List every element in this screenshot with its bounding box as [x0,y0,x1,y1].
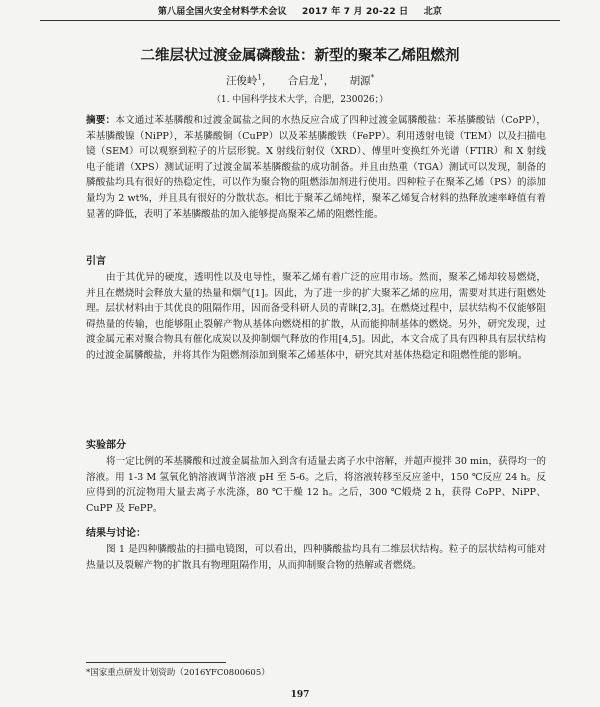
experimental-section [86,454,546,516]
experimental-heading: 实验部分 [86,440,126,451]
intro-paragraph: 由于其优异的硬度，透明性以及电导性，聚苯乙烯有着广泛的应用市场。然而，聚苯乙烯却较易燃烧，并且在燃烧时会释放大量的热量和烟气[1]。因此，为了进一步的扩大聚苯乙烯的应用，需要对其进行阻燃处理。层状材料由于其优良的阻隔作用，因而备受科研人员的青睐[2,3]。在燃烧过程中，层状结构不仅能够阻碍热量的传输，也能够阻止裂解产物从基体向燃烧相的扩散，从而能抑制基体的燃烧。另外，研究发现，过渡金属元素对聚合物具有催化成炭以及抑制烟气释放的作用[4,5]。因此，本文合成了具有四种具有层状结构的过渡金属膦酸盐，并将其作为阻燃剂添加到聚苯乙烯基体中，研究其对基体热稳定和阻燃性能的影响。 [86,272,546,361]
intro-heading: 引言 [86,256,106,267]
affiliation: （1. 中国科学技术大学，合肥，230026；） [211,95,389,105]
conference-date: 2017 年 7 月 20-22 日 [302,7,409,17]
author-list [40,73,560,88]
author: 汪俊岭$^1$， [225,73,273,87]
experimental-paragraph: 将一定比例的苯基膦酸和过渡金属盐加入到含有适量去离子水中溶解，并超声搅拌 30 min，获得均一的溶液。用 1-3 M 氢氧化钠溶液调节溶液 pH 至 5-6。之后，将溶液转移至反应釜中，150 ℃反应 24 h。反应得到的沉淀物用大量去离子水洗涤，80 ℃干燥 12 h。之后，300 ℃煅烧 2 h，获得 CoPP、NiPP、CuPP 及 FePP。 [86,456,546,514]
results-heading: 结果与讨论： [86,528,146,539]
running-header [40,4,560,21]
paper-title: 二维层状过渡金属磷酸盐：新型的聚苯乙烯阻燃剂 [140,48,460,64]
abstract-label: 摘要： [86,115,116,126]
conference-name: 第八届全国火安全材料学术会议 [157,7,287,17]
abstract [86,113,546,222]
author: 胡源* [349,73,375,87]
page-number: 197 [290,690,310,700]
intro-section [86,270,546,364]
results-paragraph: 图 1 是四种膦酸盐的扫描电镜图，可以看出，四种膦酸盐均具有二维层状结构。粒子的层状结构可能对热量以及裂解产物的扩散具有物理阻隔作用，从而抑制聚合物的热解或者燃烧。 [86,544,546,571]
author: 合启龙$^1$， [287,73,335,87]
funding-footnote: *国家重点研发计划资助（2016YFC0800605） [86,668,270,678]
results-section [86,542,546,573]
conference-place: 北京 [423,7,443,17]
footnote-divider [86,662,226,663]
abstract-text: 本文通过苯基膦酸和过渡金属盐之间的水热反应合成了四种过渡金属膦酸盐：苯基膦酸钴（CoPP），苯基膦酸镍（NiPP），苯基膦酸铜（CuPP）以及苯基膦酸铁（FePP）。利用透射电镜（TEM）以及扫描电镜（SEM）可以观察到粒子的片层形貌。X 射线衍射仪（XRD）、傅里叶变换红外光谱（FTIR）和 X 射线电子能谱（XPS）测试证明了过渡金属苯基膦酸盐的成功制备。并且由热重（TGA）测试可以发现，制备的膦酸盐均具有很好的热稳定性，可以作为聚合物的阻燃添加剂进行使用。四种粒子在聚苯乙烯（PS）的添加量均为 2 wt%，并且具有很好的分散状态。相比于聚苯乙烯纯样，聚苯乙烯复合材料的热释放速率峰值有着显著的降低，表明了苯基膦酸盐的加入能够提高聚苯乙烯的阻燃性能。 [86,115,547,220]
